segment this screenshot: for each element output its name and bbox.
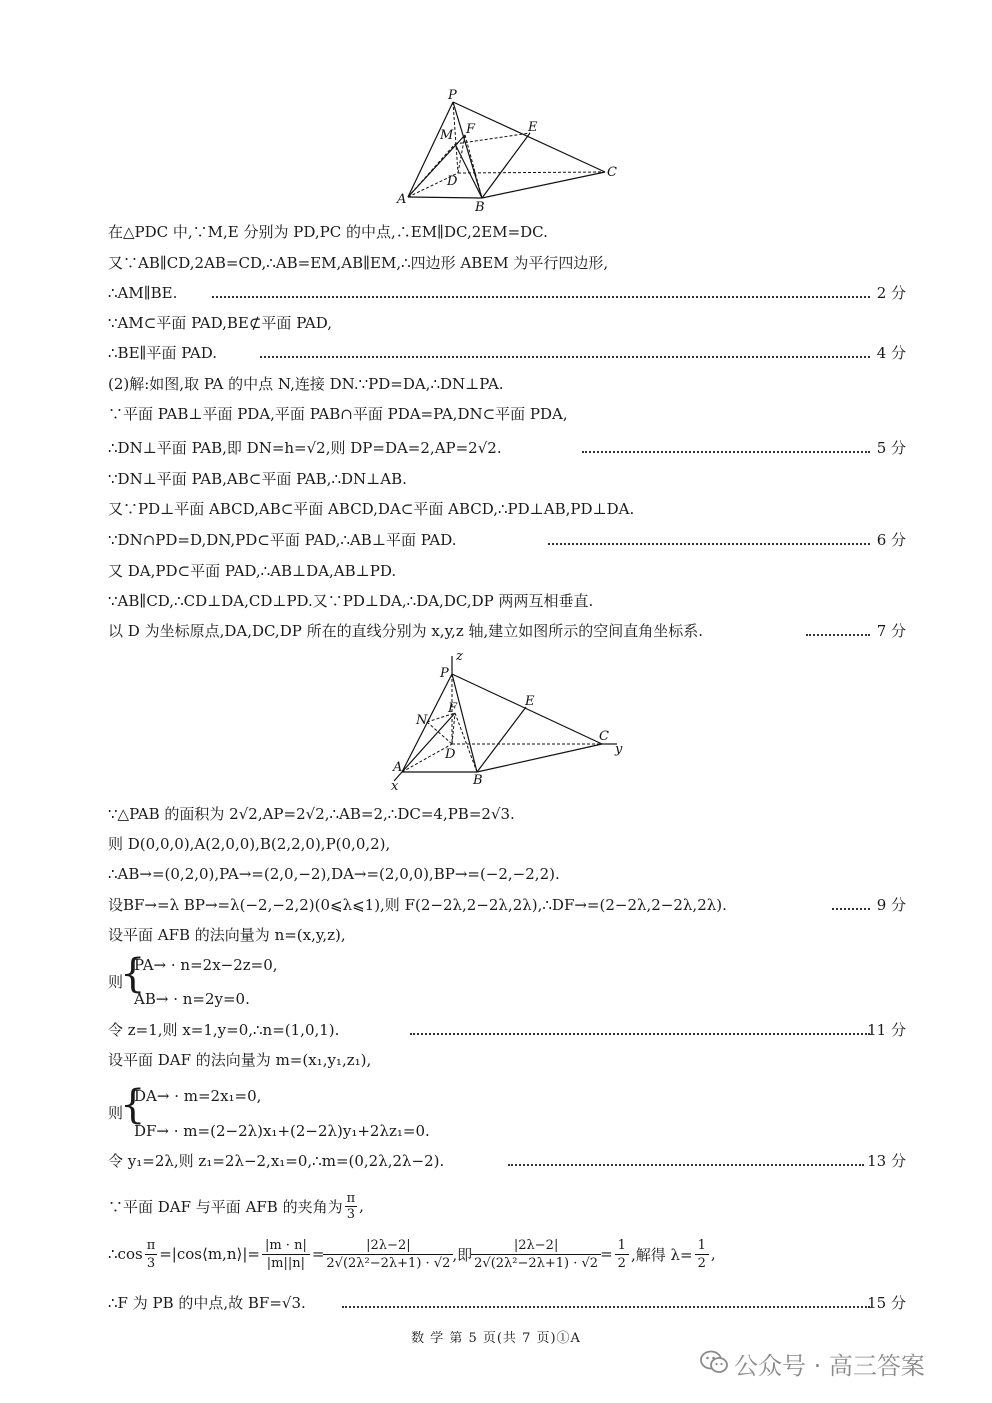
system2-row2: DF→ · m=(2−2λ)x₁+(2−2λ)y₁+2λz₁=0.: [134, 1122, 430, 1140]
brace-1: {: [120, 951, 146, 997]
score-7: 7 分: [876, 622, 906, 640]
fig2-label-A: A: [393, 760, 403, 775]
score-11: 11 分: [867, 1021, 906, 1039]
pyramid-figure-2: [385, 650, 635, 792]
text-line-18: 设BF→=λ BP→=λ(−2,−2,2)(0⩽λ⩽1),则 F(2−2λ,2−2λ,2λ),∴DF→=(2−2λ,2−2λ,2λ).: [108, 896, 727, 914]
brace-2: {: [120, 1082, 146, 1128]
text-line-15: ∵△PAB 的面积为 2√2,AP=2√2,∴AB=2,∴DC=4,PB=2√3.: [108, 805, 515, 823]
text-line-1: 在△PDC 中,∵M,E 分别为 PD,PC 的中点,∴EM∥DC,2EM=DC.: [108, 223, 548, 241]
angle-num: π: [346, 1190, 356, 1206]
text-line-10: 又∵PD⊥平面 ABCD,AB⊂平面 ABCD,DA⊂平面 ABCD,∴PD⊥AB,PD⊥DA.: [108, 500, 635, 518]
fraction: [262, 1237, 310, 1272]
leader-dots: [806, 634, 870, 636]
system1-row1: PA→ · n=2x−2z=0,: [134, 956, 278, 974]
equals: =: [600, 1245, 613, 1263]
fraction: [474, 1237, 598, 1272]
fraction-num: 1: [615, 1237, 629, 1255]
text-line-9: ∵DN⊥平面 PAB,AB⊂平面 PAB,∴DN⊥AB.: [108, 470, 407, 488]
fig2-label-N: N: [416, 713, 428, 728]
text-line-2: 又∵AB∥CD,2AB=CD,∴AB=EM,AB∥EM,∴四边形 ABEM 为平行四边形,: [108, 254, 609, 272]
text-line-16: 则 D(0,0,0),A(2,0,0),B(2,2,0),P(0,0,2),: [108, 835, 391, 853]
fig1-label-A: A: [397, 192, 407, 207]
fraction-den: 2√(2λ²−2λ+1) · √2: [326, 1255, 451, 1271]
leader-dots: [342, 1306, 870, 1308]
fig2-label-C: C: [599, 729, 609, 744]
score-15: 15 分: [867, 1294, 906, 1312]
fig2-label-z: z: [456, 650, 463, 664]
leader-dots: [260, 356, 870, 358]
text-line-11: ∵DN∩PD=D,DN,PD⊂平面 PAD,∴AB⊥平面 PAD.: [108, 531, 457, 549]
end-text: ,: [710, 1245, 716, 1263]
text-line-7: ∵平面 PAB⊥平面 PDA,平面 PAB∩平面 PDA=PA,DN⊂平面 PDA,: [108, 405, 568, 423]
angle-den: 3: [346, 1206, 356, 1222]
text-line-20: 令 z=1,则 x=1,y=0,∴n=(1,0,1).: [108, 1021, 340, 1039]
fig1-label-D: D: [447, 174, 458, 189]
fig2-label-B: B: [473, 773, 483, 788]
system1-prefix: 则: [108, 973, 124, 991]
score-13: 13 分: [867, 1152, 906, 1170]
fig1-label-M: M: [440, 128, 454, 143]
system2-prefix: 则: [108, 1104, 124, 1122]
fig2-label-D: D: [445, 747, 456, 762]
fraction-den: 2√(2λ²−2λ+1) · √2: [474, 1255, 599, 1271]
text-line-23: ∴F 为 PB 的中点,故 BF=√3.: [108, 1294, 306, 1312]
fraction-den: 2: [697, 1255, 706, 1271]
leader-dots: [548, 543, 870, 545]
text-line-12: 又 DA,PD⊂平面 PAD,∴AB⊥DA,AB⊥PD.: [108, 562, 397, 580]
fig1-label-P: P: [448, 88, 457, 103]
leader-dots: [212, 296, 870, 298]
score-4: 4 分: [876, 344, 906, 362]
angle-line: [108, 1186, 364, 1226]
fraction-num: |m · n|: [262, 1237, 310, 1255]
cos-line: [108, 1233, 716, 1275]
page-footer: 数 学 第 5 页(共 7 页)①A: [411, 1331, 581, 1346]
fraction-den: 2: [617, 1255, 626, 1271]
fraction: [615, 1237, 629, 1272]
fraction-den: 3: [146, 1255, 156, 1271]
watermark: 公众号 · 高三答案: [734, 1352, 925, 1380]
score-9: 9 分: [876, 896, 906, 914]
fraction-den: |m||n|: [266, 1255, 306, 1271]
text-line-8: ∴DN⊥平面 PAB,即 DN=h=√2,则 DP=DA=2,AP=2√2.: [108, 439, 502, 457]
text-line-4: ∵AM⊂平面 PAD,BE⊄平面 PAD,: [108, 314, 332, 332]
angle-end: ,: [359, 1197, 364, 1215]
mid-text: ,即: [452, 1245, 473, 1264]
text-line-13: ∵AB∥CD,∴CD⊥DA,CD⊥PD.又∵PD⊥DA,∴DA,DC,DP 两两互相垂直.: [108, 592, 594, 610]
leader-dots: [832, 908, 870, 910]
cos-text: ∴cos: [108, 1245, 143, 1263]
fraction-num: |2λ−2|: [471, 1237, 601, 1255]
fig1-label-E: E: [528, 120, 538, 135]
wechat-icon: [700, 1349, 728, 1375]
fig1-label-F: F: [466, 122, 476, 137]
text-line-21: 设平面 DAF 的法向量为 m=(x₁,y₁,z₁),: [108, 1051, 372, 1069]
solve-text: ,解得 λ=: [630, 1245, 693, 1264]
fraction-num: 1: [695, 1237, 709, 1255]
pyramid-figure-1: [390, 85, 630, 215]
leader-dots: [410, 1033, 870, 1035]
system2-row1: DA→ · m=2x₁=0,: [134, 1087, 262, 1105]
score-5: 5 分: [876, 439, 906, 457]
angle-fraction: [345, 1191, 358, 1222]
text-line-19: 设平面 AFB 的法向量为 n=(x,y,z),: [108, 926, 346, 944]
fig2-label-F: F: [448, 701, 458, 716]
fig1-label-C: C: [607, 165, 617, 180]
fig2-label-x: x: [391, 779, 399, 792]
angle-text: ∵平面 DAF 与平面 AFB 的夹角为: [108, 1197, 343, 1216]
text-line-3: ∴AM∥BE.: [108, 284, 178, 302]
cos-abs: =|cos⟨m,n⟩|=: [159, 1245, 260, 1263]
score-2: 2 分: [876, 284, 906, 302]
fraction: [695, 1237, 709, 1272]
equals: =: [311, 1245, 325, 1263]
fraction: [145, 1237, 158, 1272]
system1-row2: AB→ · n=2y=0.: [134, 990, 250, 1008]
fig2-label-y: y: [615, 742, 623, 757]
text-line-17: ∴AB→=(0,2,0),PA→=(2,0,−2),DA→=(2,0,0),BP→=(−2,−2,2).: [108, 865, 560, 883]
text-line-14: 以 D 为坐标原点,DA,DC,DP 所在的直线分别为 x,y,z 轴,建立如图所示的空间直角坐标系.: [108, 622, 704, 640]
text-line-22: 令 y₁=2λ,则 z₁=2λ−2,x₁=0,∴m=(0,2λ,2λ−2).: [108, 1152, 445, 1170]
leader-dots: [508, 1164, 864, 1166]
fig2-label-P: P: [440, 666, 449, 681]
fraction-num: π: [146, 1237, 156, 1253]
leader-dots: [582, 451, 870, 453]
fig1-label-B: B: [475, 200, 485, 215]
fig2-label-E: E: [525, 694, 535, 709]
fraction: [326, 1237, 450, 1272]
text-line-5: ∴BE∥平面 PAD.: [108, 344, 218, 362]
fraction-num: |2λ−2|: [323, 1237, 453, 1255]
text-line-6: (2)解:如图,取 PA 的中点 N,连接 DN.∵PD=DA,∴DN⊥PA.: [108, 375, 504, 393]
score-6: 6 分: [876, 531, 906, 549]
